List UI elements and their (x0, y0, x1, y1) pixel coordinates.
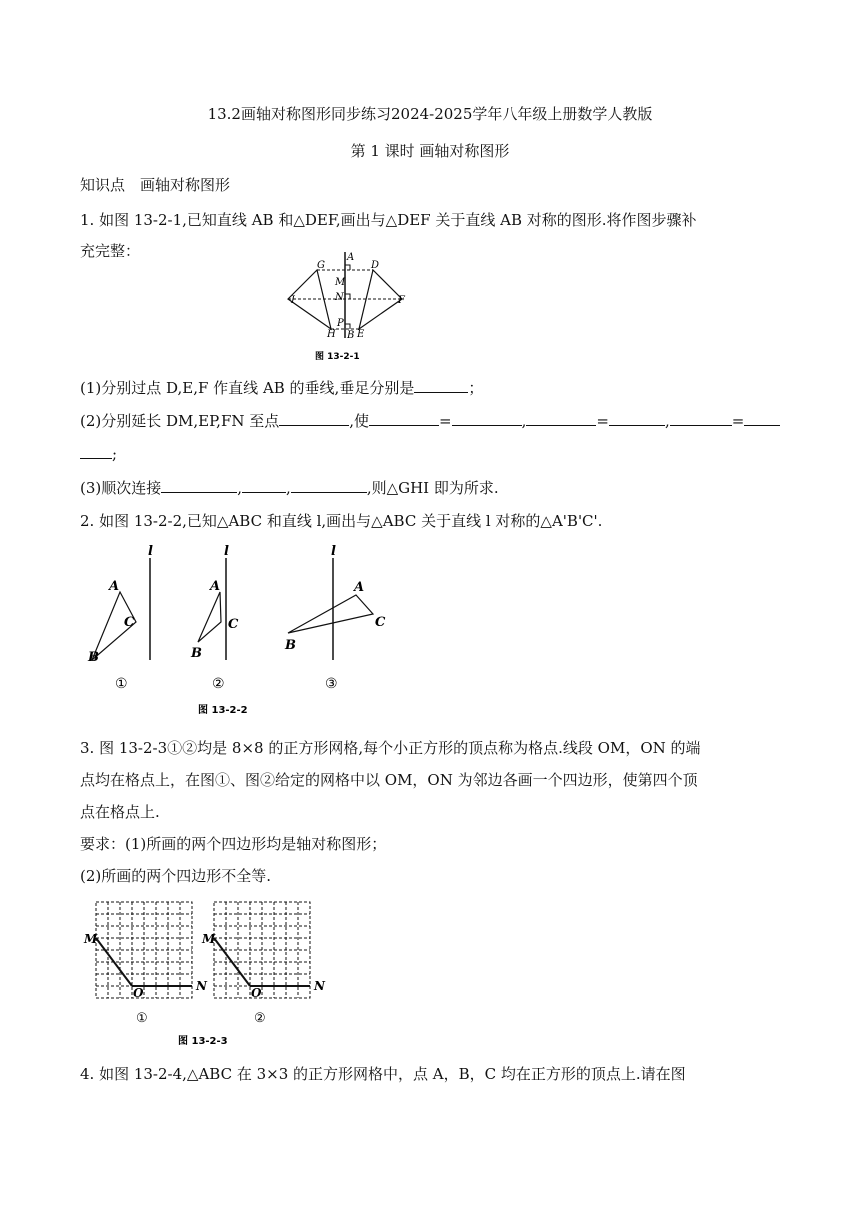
section-heading: 知识点 画轴对称图形 (80, 176, 231, 194)
answer-blank[interactable] (526, 411, 596, 426)
triangle-abc-2 (198, 592, 221, 642)
doc-subtitle: 第 1 课时 画轴对称图形 (350, 142, 510, 160)
triangle-abc-3 (288, 595, 373, 633)
q1-step2-end: ; (112, 445, 118, 463)
label-a: A (354, 580, 365, 595)
q1-text-line1: 1. 如图 13-2-1,已知直线 AB 和△DEF,画出与△DEF 关于直线 AB 对称的图形.将作图步骤补 (80, 211, 697, 229)
answer-blank[interactable] (744, 411, 780, 426)
label-b: B (191, 646, 202, 661)
label-b: B (285, 638, 296, 653)
answer-blank[interactable] (279, 411, 349, 426)
sub-label-2: ② (212, 676, 225, 692)
label-o: O (251, 986, 262, 1000)
q3-text-line1: 3. 图 13-2-3①②均是 8×8 的正方形网格,每个小正方形的顶点称为格点.线段 OM，ON 的端 (80, 739, 701, 757)
label-c: C (375, 615, 386, 630)
label-l: l (224, 544, 229, 559)
label-o: O (133, 986, 144, 1000)
label-a: A (109, 579, 120, 594)
label-d: D (371, 260, 380, 271)
q1-step3-end: ,则△GHI 即为所求. (366, 479, 499, 497)
label-c: C (124, 615, 135, 630)
q1-step2 (80, 411, 780, 431)
label-a: A (347, 252, 355, 263)
q3-text-line2: 点均在格点上，在图①、图②给定的网格中以 OM，ON 为邻边各画一个四边形，使第四个顶 (80, 771, 698, 789)
eq-sign: = (596, 412, 609, 430)
label-e: E (357, 329, 365, 340)
label-h: H (327, 329, 336, 340)
label-g: G (317, 260, 325, 271)
label-l: l (331, 544, 336, 559)
grid-2 (201, 902, 326, 1026)
q1-step3-text: (3)顺次连接 (80, 479, 162, 497)
label-i: I (291, 295, 295, 306)
label-m: M (84, 932, 98, 946)
q3-requirement-2: (2)所画的两个四边形不全等. (80, 867, 272, 885)
sub-label-3: ③ (325, 676, 338, 692)
doc-title: 13.2画轴对称图形同步练习2024-2025学年八年级上册数学人教版 (207, 105, 653, 123)
answer-blank[interactable] (242, 478, 286, 493)
answer-blank[interactable] (670, 411, 732, 426)
label-b: B (88, 650, 99, 665)
q1-step1-end: ； (468, 379, 484, 397)
sub-label-1: ① (136, 1011, 148, 1026)
q3-text-line3: 点在格点上. (80, 803, 160, 821)
q1-step3 (80, 478, 499, 498)
answer-blank[interactable] (414, 378, 468, 393)
label-m: M (335, 277, 346, 288)
q1-step1 (80, 378, 483, 398)
q1-step2-text-b: ,使 (349, 412, 370, 430)
label-l: l (148, 544, 153, 559)
sub-label-2: ② (254, 1011, 266, 1026)
answer-blank[interactable] (452, 411, 522, 426)
q1-step2-cont (80, 444, 117, 464)
label-c: C (228, 617, 239, 632)
figure-13-2-3 (82, 898, 342, 1048)
label-b: B (347, 330, 355, 341)
label-n: N (314, 979, 325, 993)
grid-1 (83, 902, 208, 1026)
q1-step1-text: (1)分别过点 D,E,F 作直线 AB 的垂线,垂足分别是 (80, 379, 415, 397)
comma: , (664, 412, 670, 430)
label-a: A (210, 579, 221, 594)
comma: , (237, 479, 243, 497)
caption-13-2-2: 图 13-2-2 (198, 705, 248, 716)
answer-blank[interactable] (609, 411, 665, 426)
sub-label-1: ① (115, 676, 128, 692)
q1-step2-text: (2)分别延长 DM,EP,FN 至点 (80, 412, 280, 430)
eq-sign: = (439, 412, 452, 430)
answer-blank[interactable] (369, 411, 439, 426)
label-f: F (398, 295, 405, 306)
label-n: N (335, 292, 344, 303)
comma: , (286, 479, 291, 497)
answer-blank[interactable] (161, 478, 237, 493)
q4-text: 4. 如图 13-2-4,△ABC 在 3×3 的正方形网格中，点 A，B，C 均在正方形的顶点上.请在图 (80, 1065, 686, 1083)
figure-13-2-2 (78, 540, 408, 720)
figure-13-2-1 (285, 250, 425, 365)
caption-13-2-1: 图 13-2-1 (315, 352, 360, 362)
q2-text: 2. 如图 13-2-2,已知△ABC 和直线 l,画出与△ABC 关于直线 l 对称的△A'B'C'. (80, 512, 603, 530)
label-m: M (202, 932, 216, 946)
label-n: N (196, 979, 207, 993)
q3-requirement-1: 要求：(1)所画的两个四边形均是轴对称图形； (80, 835, 387, 853)
comma: , (521, 412, 527, 430)
caption-13-2-3: 图 13-2-3 (178, 1036, 228, 1047)
label-p: P (337, 318, 344, 329)
q1-text-line2: 充完整： (80, 242, 141, 260)
answer-blank[interactable] (80, 444, 112, 459)
eq-sign: = (731, 412, 745, 430)
answer-blank[interactable] (291, 478, 367, 493)
